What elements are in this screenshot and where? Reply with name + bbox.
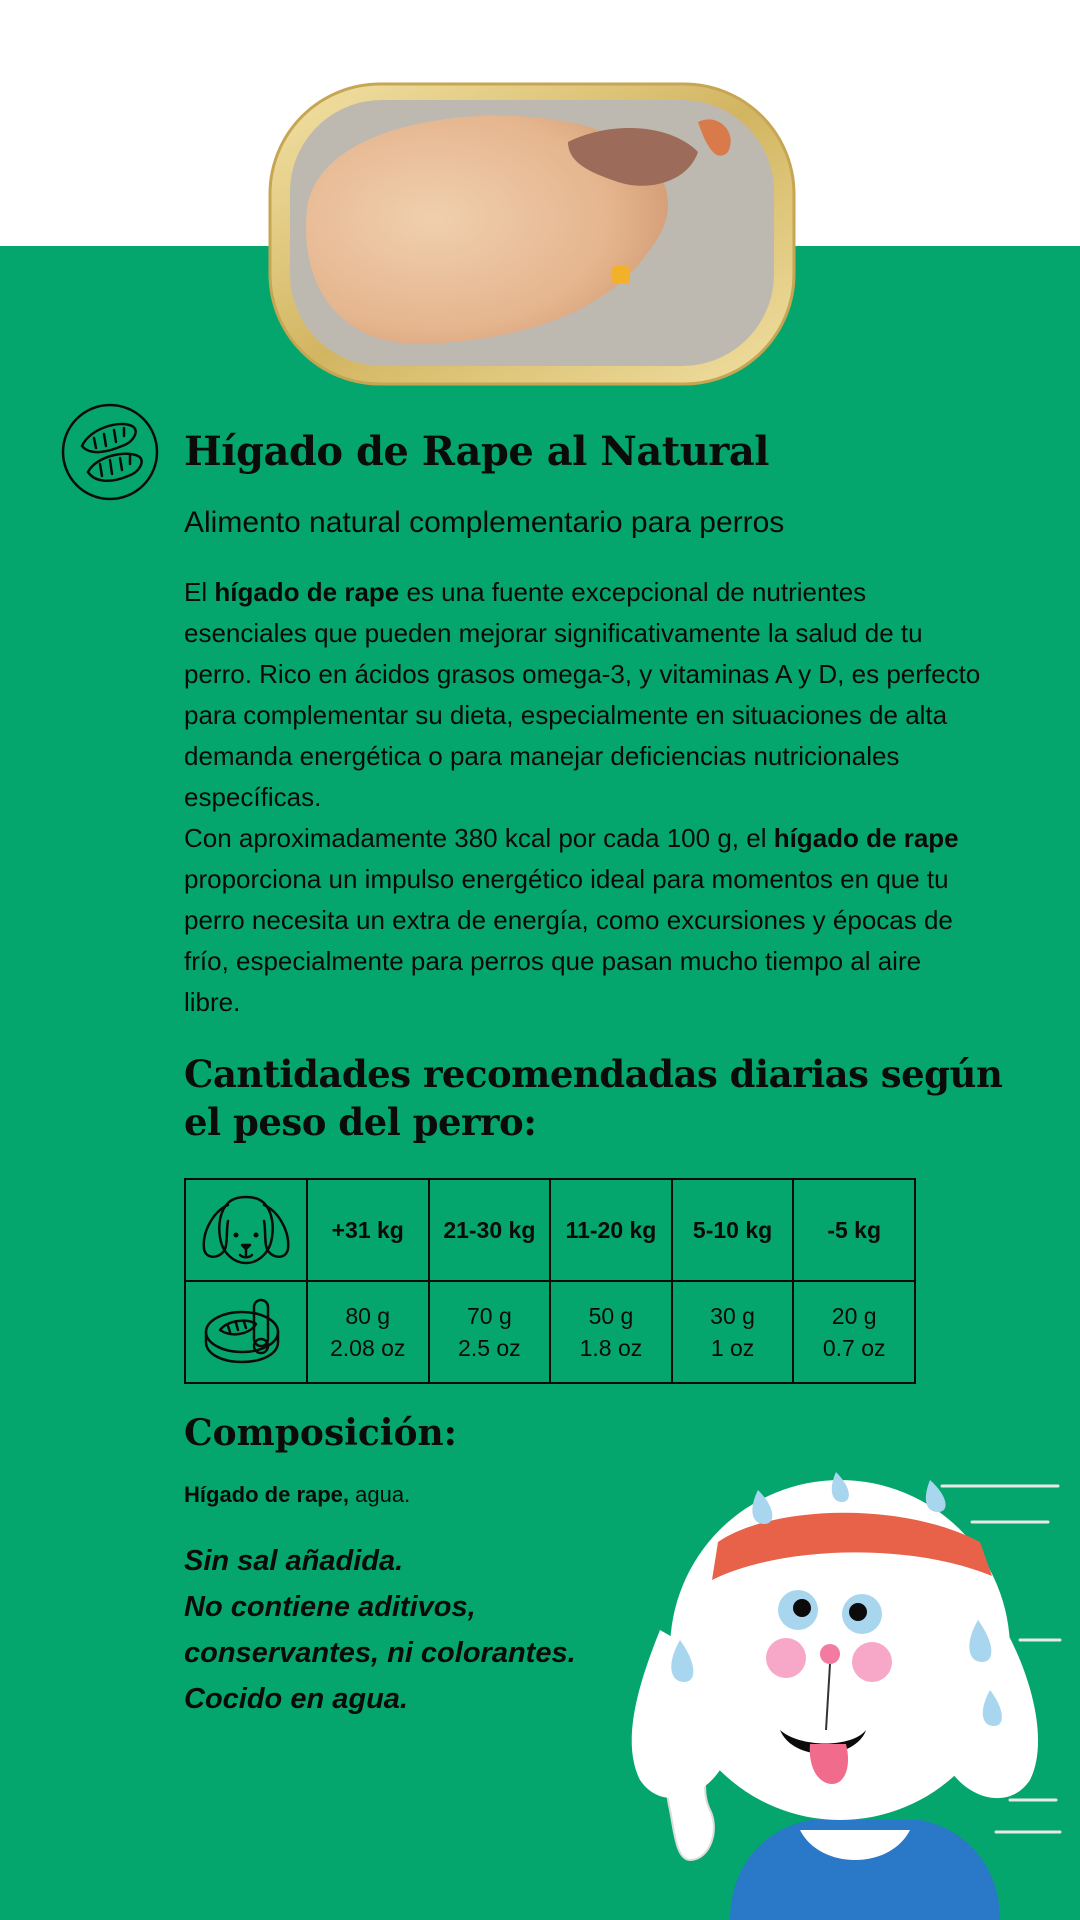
weight-cell: -5 kg [793,1179,915,1281]
dog-mascot-illustration [600,1450,1080,1920]
amount-row [185,1281,915,1383]
weight-cell: +31 kg [307,1179,429,1281]
amount-cell: 80 g 2.08 oz [307,1281,429,1383]
dog-face-icon [198,1191,294,1269]
product-subtitle: Alimento natural complementario para perros [184,506,785,539]
composition-text: Hígado de rape, agua. [184,1482,411,1507]
product-tin-image [268,82,796,386]
dog-icon-cell [185,1179,307,1281]
amount-cell: 70 g 2.5 oz [429,1281,551,1383]
description-paragraph-1: El hígado de rape es una fuente excepcional de nutrientes esenciales que pueden mejorar significativamente la salud de tu perro. Rico en ácidos grasos omega-3, y vitaminas A y D, es perfecto para complementar su dieta, especialmente en situaciones de alta demanda energética o para manejar deficiencias nutricionales específicas. [184,577,981,812]
dosage-heading: Cantidades recomendadas diarias según el peso del perro: [184,1052,1003,1144]
note-line: conservantes, ni colorantes. [184,1637,576,1669]
tin-can-icon [198,1296,294,1368]
amount-cell: 30 g 1 oz [672,1281,794,1383]
note-line: Sin sal añadida. [184,1545,404,1577]
product-description [184,572,984,1023]
note-line: Cocido en agua. [184,1683,408,1715]
amount-cell: 50 g 1.8 oz [550,1281,672,1383]
weight-row [185,1179,915,1281]
weight-cell: 5-10 kg [672,1179,794,1281]
note-line: No contiene aditivos, [184,1591,476,1623]
composition-heading: Composición: [184,1412,457,1454]
description-paragraph-2: Con aproximadamente 380 kcal por cada 100 g, el hígado de rape proporciona un impulso energético ideal para momentos en que tu perro necesita un extra de energía, como excursiones y épocas de frío, especialmente para perros que pasan mucho tiempo al aire libre. [184,823,959,1017]
product-title: Hígado de Rape al Natural [184,428,769,475]
weight-cell: 21-30 kg [429,1179,551,1281]
amount-cell: 20 g 0.7 oz [793,1281,915,1383]
dosage-table [184,1178,916,1384]
liver-pieces-icon [60,402,160,502]
weight-cell: 11-20 kg [550,1179,672,1281]
tin-icon-cell [185,1281,307,1383]
product-notes [184,1538,576,1722]
